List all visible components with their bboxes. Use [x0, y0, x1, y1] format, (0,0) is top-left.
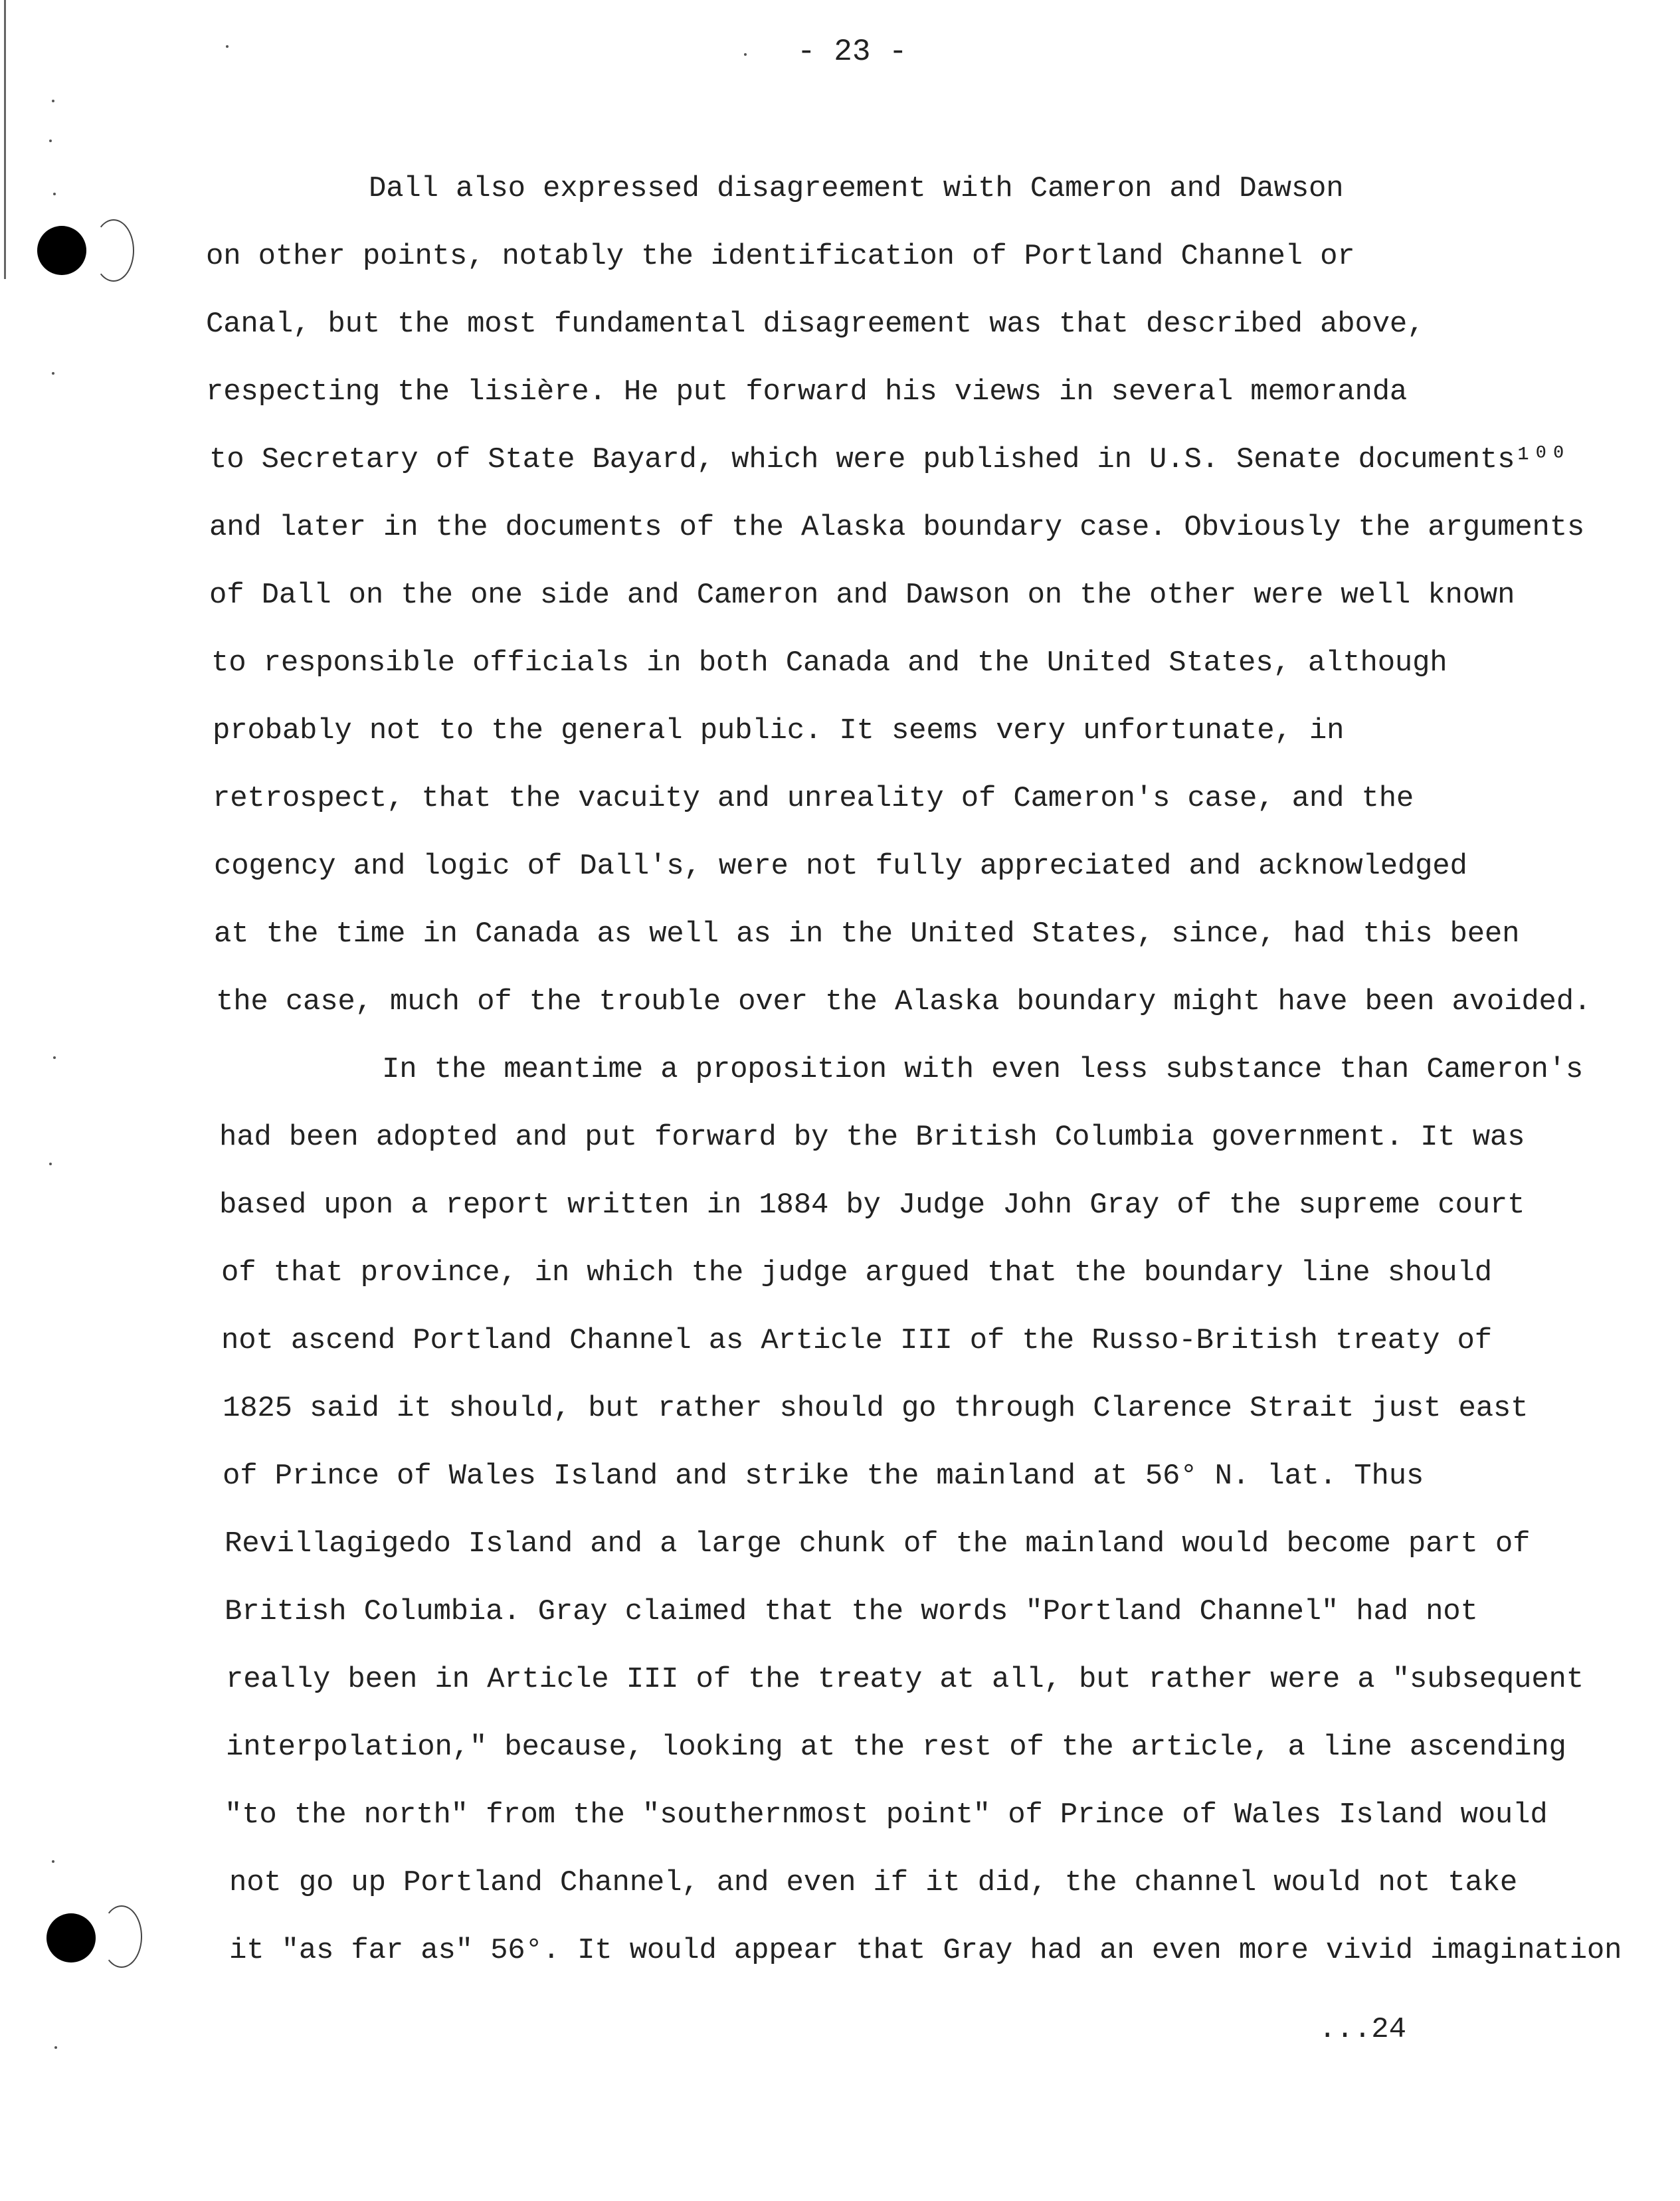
text-line: probably not to the general public. It seems very unfortunate, in	[213, 714, 1345, 747]
scan-speck	[226, 45, 229, 48]
scan-speck	[52, 1860, 54, 1863]
punch-hole-bottom	[47, 1913, 96, 1962]
text-line: 1825 said it should, but rather should go through Clarence Strait just east	[223, 1392, 1529, 1425]
text-line: not ascend Portland Channel as Article III of the Russo-British treaty of	[221, 1324, 1492, 1357]
text-line: of that province, in which the judge argued that the boundary line should	[221, 1256, 1492, 1290]
scan-speck	[53, 193, 56, 195]
text-line: on other points, notably the identification of Portland Channel or	[206, 240, 1355, 273]
text-line: In the meantime a proposition with even less substance than Cameron's	[382, 1053, 1584, 1086]
scan-speck	[52, 372, 54, 375]
text-line: to Secretary of State Bayard, which were published in U.S. Senate documents¹⁰⁰	[209, 443, 1568, 476]
text-line: it "as far as" 56°. It would appear that Gray had an even more vivid imagination	[229, 1934, 1622, 1967]
text-line: based upon a report written in 1884 by Judge John Gray of the supreme court	[219, 1189, 1525, 1222]
page-number: - 23 -	[797, 35, 907, 69]
text-line: "to the north" from the "southernmost point" of Prince of Wales Island would	[225, 1798, 1548, 1832]
scan-speck	[744, 53, 747, 56]
text-line: Canal, but the most fundamental disagreement was that described above,	[206, 308, 1425, 341]
text-line: to responsible officials in both Canada and the United States, although	[211, 646, 1447, 680]
text-line: of Prince of Wales Island and strike the mainland at 56° N. lat. Thus	[223, 1460, 1424, 1493]
punch-hole-bottom-ring	[101, 1905, 142, 1968]
text-line: at the time in Canada as well as in the United States, since, had this been	[214, 917, 1520, 951]
text-line: interpolation," because, looking at the rest of the article, a line ascending	[226, 1731, 1566, 1764]
scan-speck	[53, 1056, 56, 1059]
text-line: of Dall on the one side and Cameron and Dawson on the other were well known	[209, 579, 1515, 612]
continuation-marker: ...24	[1319, 2013, 1407, 2046]
punch-hole-top-ring	[93, 219, 134, 282]
text-line: British Columbia. Gray claimed that the words "Portland Channel" had not	[225, 1595, 1478, 1628]
scan-speck	[49, 1163, 52, 1165]
scan-speck	[49, 140, 52, 142]
scan-edge-line	[4, 0, 6, 279]
scan-speck	[52, 100, 54, 102]
text-line: Dall also expressed disagreement with Cameron and Dawson	[369, 172, 1344, 205]
text-line: respecting the lisière. He put forward his views in several memoranda	[206, 375, 1408, 409]
text-line: cogency and logic of Dall's, were not fully appreciated and acknowledged	[214, 850, 1467, 883]
text-line: not go up Portland Channel, and even if it did, the channel would not take	[229, 1866, 1518, 1899]
text-line: retrospect, that the vacuity and unreality of Cameron's case, and the	[213, 782, 1414, 815]
text-line: and later in the documents of the Alaska boundary case. Obviously the arguments	[209, 511, 1585, 544]
text-line: the case, much of the trouble over the Alaska boundary might have been avoided.	[216, 985, 1592, 1018]
text-line: had been adopted and put forward by the British Columbia government. It was	[219, 1121, 1525, 1154]
text-line: really been in Article III of the treaty at all, but rather were a "subsequent	[226, 1663, 1584, 1696]
text-line: Revillagigedo Island and a large chunk of the mainland would become part of	[225, 1527, 1531, 1561]
scan-speck	[54, 2046, 57, 2049]
punch-hole-top	[37, 226, 86, 275]
